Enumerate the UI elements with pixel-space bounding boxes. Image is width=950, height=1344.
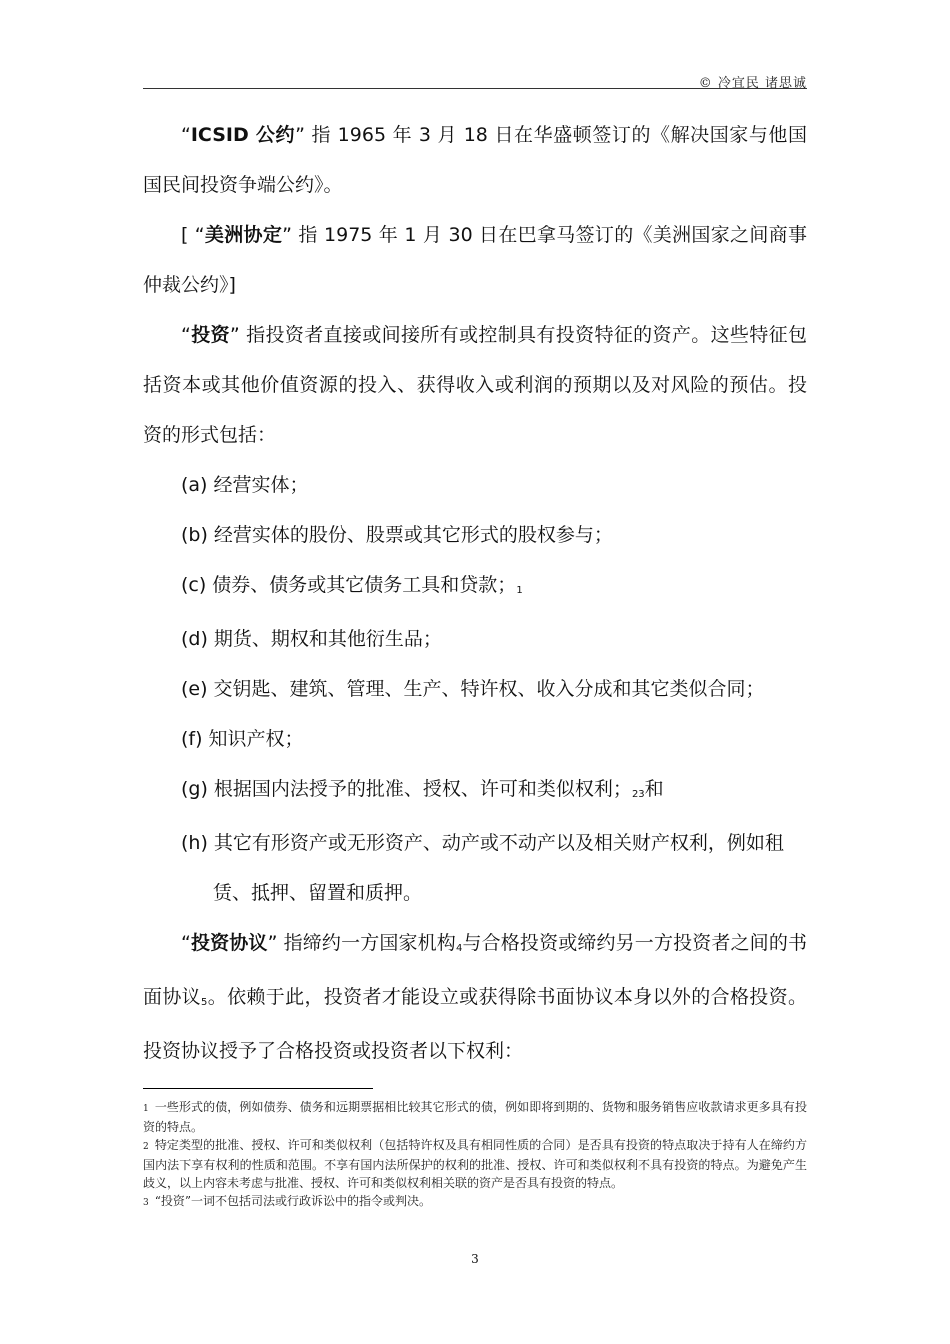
list-item-suffix: 和: [644, 778, 664, 800]
definition-text: ” 指 1975 年 1 月 30 日在巴拿马签订的《美洲国家之间商事仲裁公约》]: [143, 224, 807, 296]
defined-term: ICSID 公约: [190, 124, 296, 146]
list-item: [143, 714, 807, 764]
footnote-ref[interactable]: 23: [631, 789, 645, 800]
defined-term: 美洲协定: [204, 224, 283, 246]
list-item: [143, 664, 807, 714]
list-item-text: (e) 交钥匙、建筑、管理、生产、特许权、收入分成和其它类似合同；: [181, 678, 765, 700]
quote-open: “: [181, 324, 191, 346]
footnote-ref[interactable]: 4: [455, 943, 463, 954]
definition-investment-agreement: [143, 918, 807, 1076]
footnote-number: 1: [143, 1104, 149, 1114]
footnote-text: 一些形式的债，例如债券、债务和远期票据相比较其它形式的债，例如即将到期的、货物和服务销售应收款请求更多具有投资的特点。: [143, 1100, 807, 1134]
definition-text: 。依赖于此，投资者才能设立或获得除书面协议本身以外的合格投资。投资协议授予了合格投资或投资者以下权利：: [143, 986, 807, 1062]
page-number: 3: [471, 1252, 479, 1266]
footnote-ref[interactable]: 5: [201, 997, 208, 1008]
header-divider: [143, 88, 807, 89]
list-item: [143, 614, 807, 664]
defined-term: 投资: [190, 324, 230, 346]
quote-open: “: [181, 124, 191, 146]
list-item-text: (d) 期货、期权和其他衍生品；: [181, 628, 442, 650]
quote-open: “: [181, 932, 191, 954]
list-item-text: (a) 经营实体；: [181, 474, 309, 496]
definition-text: ” 指 1965 年 3 月 18 日在华盛顿签订的《解决国家与他国国民间投资争端公约》。: [143, 124, 807, 196]
definition-icsid: [143, 110, 807, 210]
footnote: [143, 1192, 807, 1212]
defined-term: 投资协议: [190, 932, 268, 954]
list-item-text: (c) 债券、债务或其它债务工具和贷款；: [181, 574, 517, 596]
list-item-text: (g) 根据国内法授予的批准、授权、许可和类似权利；: [181, 778, 632, 800]
definition-inter-american: [143, 210, 807, 310]
footnote-ref[interactable]: 1: [516, 585, 523, 596]
definition-investment: [143, 310, 807, 460]
list-item: [143, 764, 807, 818]
definition-text: ” 指缔约一方国家机构: [267, 932, 456, 954]
footnote-number: 2: [143, 1142, 149, 1152]
definition-text: 与合格投资或缔约另一方投资者之间的书面协议: [143, 932, 807, 1008]
list-item-text: (h) 其它有形资产或无形资产、动产或不动产以及相关财产权利，例如租赁、抵押、留置和质押。: [181, 832, 784, 904]
page-header: © 冷宜民 诸思诚: [698, 76, 807, 91]
footnote-text: 特定类型的批准、授权、许可和类似权利（包括特许权及具有相同性质的合同）是否具有投资的特点取决于持有人在缔约方国内法下享有权利的性质和范围。不享有国内法所保护的权利的批准、授权、许可和类似权利不具有投资的特点。为避免产生歧义，以上内容未考虑与批准、授权、许可和类似权利相关联的资产是否具有投资的特点。: [143, 1138, 807, 1190]
definition-text: ” 指投资者直接或间接所有或控制具有投资特征的资产。这些特征包括资本或其他价值资源的投入、获得收入或利润的预期以及对风险的预估。投资的形式包括：: [143, 324, 807, 446]
footnotes: [143, 1098, 807, 1212]
list-item: [143, 460, 807, 510]
list-item-text: (b) 经营实体的股份、股票或其它形式的股权参与；: [181, 524, 613, 546]
footnote: [143, 1136, 807, 1192]
footnote-text: “投资”一词不包括司法或行政诉讼中的指令或判决。: [154, 1194, 432, 1208]
footnote: [143, 1098, 807, 1136]
footnote-divider: [143, 1088, 373, 1089]
document-body: [143, 110, 807, 1076]
list-item: [143, 510, 807, 560]
list-item: [143, 818, 807, 918]
quote-open: [ “: [181, 224, 205, 246]
list-item: [143, 560, 807, 614]
footnote-number: 3: [143, 1198, 149, 1208]
list-item-text: (f) 知识产权；: [181, 728, 304, 750]
